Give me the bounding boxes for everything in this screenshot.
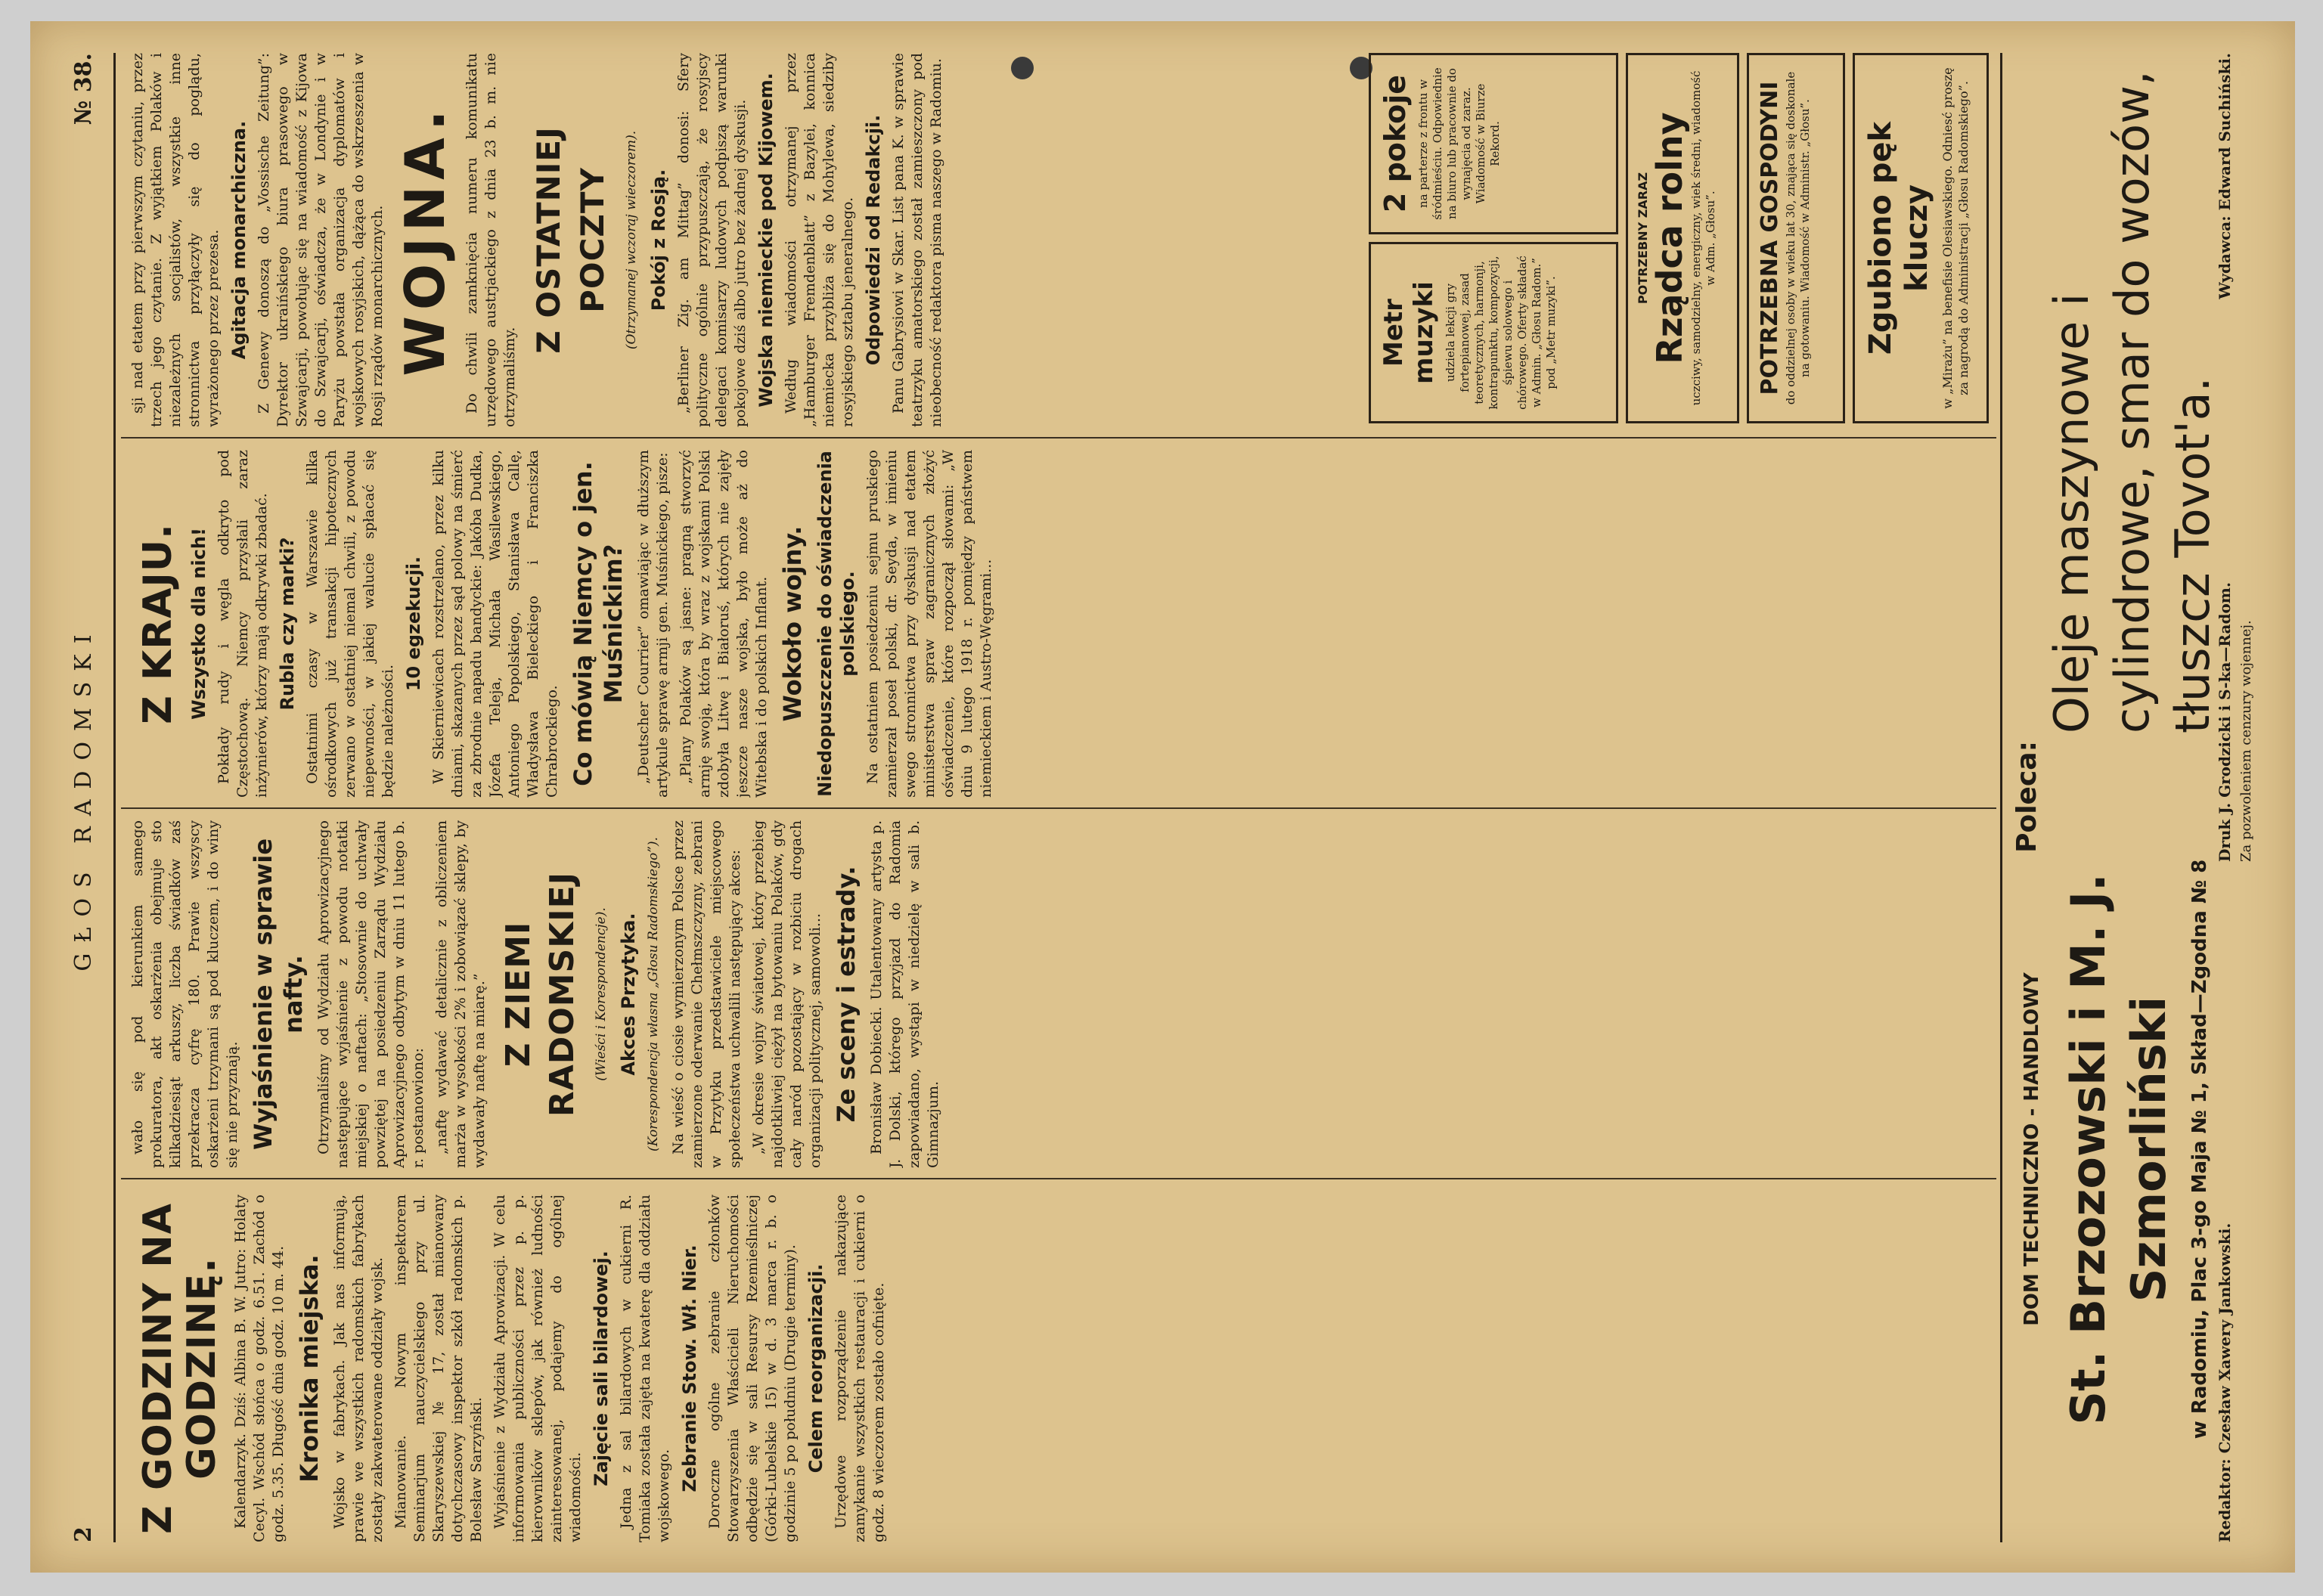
article-text: Kalendarzyk. Dziś: Albina B. W. Jutro: Holaty Cecyl. Wschód słońca o godz. 6.51. Zachód o godz. 5.35. Długość dnia godz. 10 m. 44. [232,1195,287,1542]
ad-2-pokoje [1369,53,1618,234]
rotated-page [30,21,2295,1573]
issue-number: № 38. [70,53,97,126]
ad-title: 2 pokoje [1379,74,1412,213]
poleca-left [2011,741,2211,1542]
article-text: sji nad etatem przy pierwszym czytaniu, przez trzech jego czytanie. Z wyjątkiem Polaków i niezależnych socjalistów, wszystkie inne stronnictwa przyłączyły się do poglądu, wyrażonego przez prezesa. [129,53,222,427]
section-heading: Co mówią Niemcy o jen. Muśnickim? [569,461,628,786]
article-text: „W okresie wojny światowej, który przebieg najdotkliwiej ciężył na bytowaniu Polaków, gdy cały naród pozostający w rozbiciu drogach organizacji politycznej, samowoli... [750,820,823,1168]
column-divider [121,807,1996,809]
subheading: Pokój z Rosją. [648,169,669,311]
newspaper-sheet [30,21,2295,1573]
ad-title: POTRZEBNA GOSPODYNI [1757,81,1783,395]
ad-title: Zgubiono pęk kluczy [1863,121,1934,355]
caption: (Otrzymanej wczoraj wieczorem). [624,130,639,350]
bottom-section [2011,53,2269,1542]
oleje-text: Oleje maszynowe i cylindrowe, smar do wozów, tłuszcz Tovot'a. [2044,70,2220,733]
article-text: Z Genewy donoszą do „Vossische Zeitung”: Dyrektor ukraińskiego biura prasowego w Szwajcarji, powołując się na wiadomość z Kijowa do Szwajcarji, oświadcza, że w Londynie i w Paryżu powstała organizacja dyplomatów i wojskowych rosyjskich, dążąca do wskrzeszenia w Rosji rządów monarchicznych. [256,53,386,427]
printer: Druk J. Grodzicki i S-ka—Radom. [2216,582,2234,862]
dom-techniczny: DOM TECHNICZNO - HANDLOWY [2021,972,2043,1326]
headline-z-kraju: Z KRAJU. [135,523,181,724]
publisher: Wydawca: Edward Suchiński. [2216,53,2234,299]
headline-z-godziny: Z GODZINY NA GODZINĘ. [135,1203,225,1534]
column-divider [121,1178,1996,1179]
article-text: „Deutscher Courrier” omawiając w dłuższym artykule sprawę armji gen. Muśnickiego, pisze: [635,450,671,798]
article-text: Wyjaśnienie z Wydziału Aprowizacji. W celu informowania publiczności przez p. p. kierowników sklepów, jak również ludności zainteresowanej, podajemy do ogólnej wiadomości. [492,1195,584,1542]
ad-zgubiono-klucze [1853,53,1989,423]
poleca-advert [2011,53,2220,1542]
article-text: W Skierniewicach rozstrzelano, przez kilku dniami, skazanych przez sąd polowy na śmierć za zbrodnie napadu bandyckie: Jakóba Dudka, Józefa Teleja, Michała Wasilewskiego, Antoniego Popolskiego, Stanisława Callę, Władysława Bieleckiego i Franciszka Chrabrockiego. [430,450,560,798]
article-text: Urzędowe rozporządzenie nakazujące zamykanie wszystkich restauracji i cukierni o godz. 8 wieczorem zostało cofnięte. [833,1195,887,1542]
article-text: Ostatnimi czasy w Warszawie kilka ośrodkowych już transakcji hipotecznych zerwano w ostatniej niemal chwili, z powodu niepewności, w jakiej walucie spłacać się będzie należności. [304,450,396,798]
subheading: Zajęcie sali bilardowej. [591,1250,612,1486]
ad-pre: POTRZEBNY ZARAZ [1636,172,1650,305]
headline-wojna: WOJNA. [393,104,457,377]
ad-text: udziela lekcji gry fortepianowej, zasad teoretycznych, harmonji, kontrapunktu, kompozycji, śpiewu solowego i chórowego. Oferty składać w Admin. „Głosu Radom.” pod „Metr muzyki”. [1444,256,1558,410]
subheading: Zebranie Stow. Wł. Nier. [679,1244,700,1492]
section-heading: Wokoło wojny. [778,525,807,722]
article-text: Na wieść o ciosie wymierzonym Polsce przez zamierzone oderwanie Chełmszczyzny, zebrani w Przytyku przedstawiciele miejscowego społeczeństwa uchwalili następujący akces: [670,820,743,1168]
column-1 [129,1195,1996,1542]
ad-text: do oddzielnej osoby w wieku lat 30, znająca się doskonale na gotowaniu. Wiadomość w Administr. „Głosu”. [1784,71,1812,405]
ad-metr-muzyki [1369,242,1618,423]
subheading: Odpowiedzi od Redakcji. [863,114,884,366]
headline-z-ostatniej-poczty: Z OSTATNIEJ POCZTY [530,126,611,354]
article-text: Bronisław Dobiecki. Utalentowany artysta p. J. Dolski, którego przyjazd do Radomia zapowiadano, wystąpi w niedzielę w sali b. Gimnazjum. [868,820,941,1168]
column-divider [121,437,1996,439]
page-header [64,53,102,1542]
firm-address: w Radomiu, Plac 3-go Maja № 1, Skład—Zgodna № 8 [2188,859,2211,1439]
article-text: Wojsko w fabrykach. Jak nas informują, prawie we wszystkich radomskich fabrykach zostały zakwaterowane oddziały wojsk. [331,1195,386,1542]
ad-text: w „Mirażu” na benefisie Olesiawskiego. Odniesć proszę za nagrodą do Administracji „Głosu Radomskiego”. [1940,67,1971,409]
article-text: „naftę wydawać detalicznie z obliczeniem marża w wysokości 2% i zobowiązać sklepy, by wydawały naftę na miarę.” [433,820,488,1168]
subheading: Akces Przytyka. [618,913,639,1076]
subheading: 10 egzekucji. [403,556,424,692]
subheading: Rubla czy marki? [277,537,298,711]
column-2 [129,820,1996,1168]
section-heading: Ze sceny i estrady. [832,866,861,1123]
subheading: Agitacja monarchiczna. [228,120,250,360]
article-text: „Berliner Zig. am Mittag” donosi: Sfery polityczne ogólnie przypuszczają, że rosyjscy delegaci komisarzy ludowych podpiszą warunki pokojowe dziś albo jutro bez żadnej dyskusji. [675,53,749,427]
section-heading: Kronika miejska. [295,1254,324,1483]
bottom-rule [2000,53,2002,1542]
header-rule [113,53,116,1542]
subheading: Niedopuszczenie do oświadczenia polskiego. [814,451,858,797]
ad-potrzebna-gospodyni [1747,53,1845,423]
ad-text: uczciwy, samodzielny, energiczny, wiek średni, wiadomość w Adm. „Głosu”. [1689,70,1717,406]
subheading: Celem reorganizacji. [805,1263,827,1474]
article-text: Jedna z sal bilardowych w cukierni R. Tomiaka została zajęta na kwaterę dla oddziału wojskowego. [618,1195,672,1542]
poleca-right [2011,53,2220,733]
article-text: Pokłady rudy i węgla odkryto pod Częstochową. Niemcy przysłali zaraz inżynierów, którzy mają odkrywki zbadać. [216,450,270,798]
article-text: Otrzymaliśmy od Wydziału Aprowizacyjnego następujące wyjaśnienie z powodu notatki miejskiej o naftach: „Stosownie do uchwały powziętej na posiedzeniu Zarządu Wydziału Aprowizacyjnego odbytym w dniu 11 lutego b. r. postanowiono: [315,820,426,1168]
article-text: Według wiadomości otrzymanej przez „Hamburger Fremdenblatt” z Bazylei, konnica niemiecka przybliża się do Mohylewa, siedziby rosyjskiego sztabu jeneralnego. [783,53,856,427]
article-text: Do chwili zamknięcia numeru komunikatu urzędowego austrjackiego z dnia 23 b. m. nie otrzymaliśmy. [464,53,518,427]
article-text: Na ostatniem posiedzeniu sejmu pruskiego zamierzał poseł polski, dr. Seyda, w imieniu swego stronnictwa przy dyskusji nad etatem ministerstwa spraw zagranicznych złożyć oświadczenie, które rozpoczął słowami: „W dniu 9 lutego 1918 r. pomiędzy państwem niemieckiem i Austro-Węgrami... [864,450,994,798]
column-3 [129,450,1996,798]
ad-text: na parterze z frontu w śródmieściu. Odpowiednie na biuro lub pracownie do wynajęcia od zaraz. Wiadomość w Biurze Rekord. [1416,67,1502,220]
firm-name: St. Brzozowski i M. J. Szmorliński [2061,873,2176,1425]
editor: Redaktor: Czesław Xawery Jankowski. [2216,1223,2234,1542]
poleca-label: Poleca: [2011,741,2042,853]
article-text: Panu Gabrysiowi w Skar. List pana K. w sprawie teatrzyku amatorskiego został zamieszczony pod nieobecność redaktora pisma naszego w Radomiu. [890,53,944,427]
section-heading: Wyjaśnienie w sprawie nafty. [249,838,308,1151]
article-text: Mianowanie. Nowym inspektorem Seminarjum nauczycielskiego przy ul. Skaryszewskiej № 17, został mianowany dotychczasowy inspektor szkół radomskich p. Bolesław Sarzyński. [392,1195,485,1542]
headline-ziemi-radomskiej: Z ZIEMI RADOMSKIEJ [499,871,582,1117]
subheading: Wojska niemieckie pod Kijowem. [755,73,777,408]
caption: (Korespondencja własna „Głosu Radomskiego”). [646,837,661,1151]
caption: (Wieści i Korespondencje). [594,907,609,1081]
article-text: „Plany Polaków są jasne: pragną stworzyć armję swoją, która by wraz z wojskami Polski zdobyła Litwę i Białoruś, których nie zajęły jeszcze nasze wojska, było może aż do Witebska i do polskich Inflant. [678,450,770,798]
ad-rzadca-rolny [1626,53,1739,423]
masthead-title: GŁOS RADOMSKI [70,624,97,972]
page-number: 2 [70,1526,97,1542]
ad-title: Rządca rolny [1649,112,1690,364]
subheading: Wszystko dla nich! [188,528,209,720]
ad-title: Metr muzyki [1379,281,1439,384]
article-text: Doroczne ogólne zebranie członków Stowarzyszenia Właścicieli Nieruchomości odbędzie się w sali Resursy Rzemieślniczej (Górki-Lubelskie 15) w d. 3 marca r. b. o godzinie 5 po południu (Drugie terminy). [706,1195,799,1542]
article-text: wało się pod kierunkiem samego prokuratora, akt oskarżenia obejmuje sto kilkadziesiąt arkuszy, liczba świadków zaś przekracza cyfrę 180. Prawie wszyscy oskarżeni trzymani są pod kluczem, i do winy się nie przyznają. [129,820,240,1168]
censorship-note: Za pozwoleniem cenzury wojennej. [2238,620,2254,862]
